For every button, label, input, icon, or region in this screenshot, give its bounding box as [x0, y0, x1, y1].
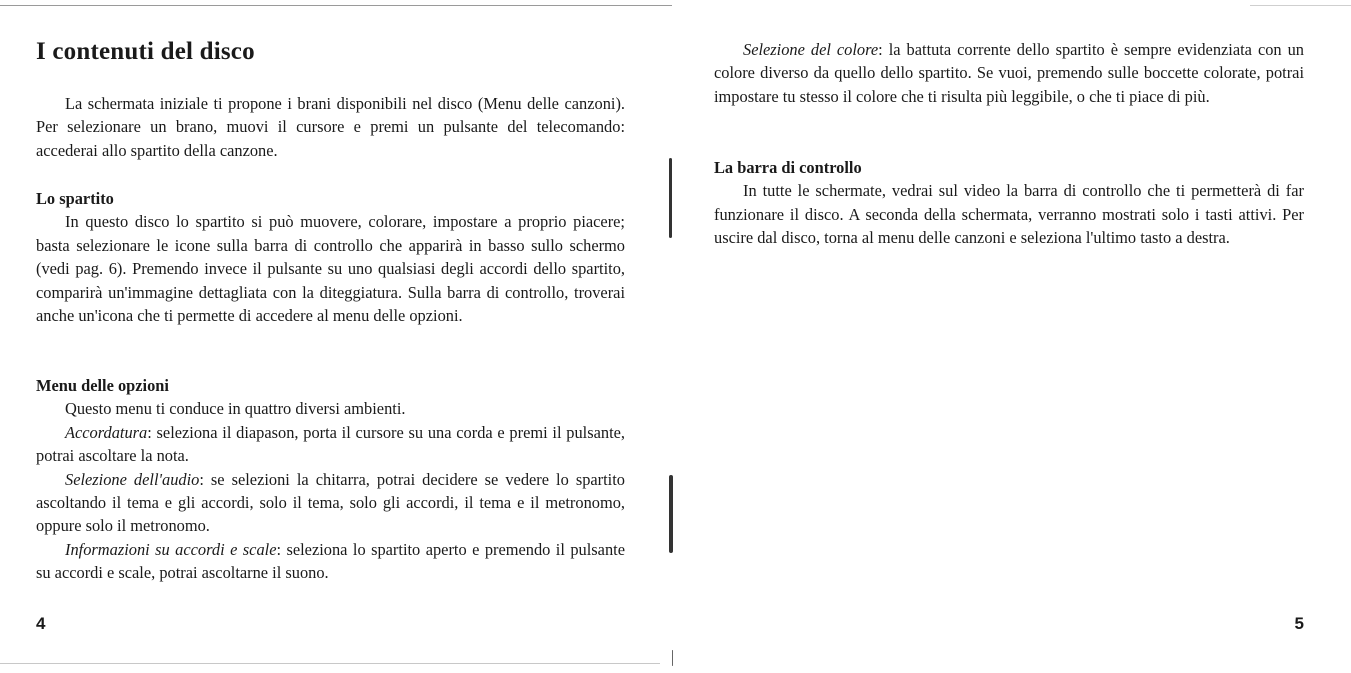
- opzioni-section: [36, 374, 625, 585]
- page-number-left: 4: [36, 614, 46, 633]
- barra-paragraph: In tutte le schermate, vedrai sul video la barra di controllo che ti permetterà di far funzionare il disco. A seconda della schermata, verranno mostrati solo i tasti attivi. Per uscire dal disco, torna al menu delle canzoni e seleziona l'ultimo tasto a destra.: [714, 181, 1304, 248]
- barra-section: [714, 156, 1304, 250]
- page-title: I contenuti del disco: [36, 38, 255, 65]
- page-number-right: 5: [1294, 614, 1304, 633]
- info-label: Informazioni su accordi e scale: [65, 539, 277, 559]
- info-text: : seleziona lo spartito aperto e premendo il pulsante su accordi e scale, potrai ascoltarne il suono.: [36, 539, 625, 583]
- accordatura-paragraph: [36, 421, 625, 468]
- barra-heading: La barra di controllo: [714, 158, 862, 177]
- colore-section: [714, 38, 1304, 108]
- spartito-section: [36, 187, 625, 327]
- colore-label: Selezione del colore: [743, 40, 879, 59]
- info-paragraph: [36, 538, 625, 585]
- left-page: [0, 0, 675, 673]
- audio-label: Selezione dell'audio: [65, 469, 200, 489]
- intro-paragraph: La schermata iniziale ti propone i brani disponibili nel disco (Menu delle canzoni). Per selezionare un brano, muovi il cursore e premi un pulsante del telecomando: accederai allo spartito della canzone.: [36, 94, 625, 160]
- colore-text: : la battuta corrente dello spartito è sempre evidenziata con un colore diverso da quello dello spartito. Se vuoi, premendo sulle boccette colorate, potrai impostare tu stesso il colore che ti risulta più leggibile, o che ti piace di più.: [714, 40, 1304, 106]
- binding-mark: [669, 475, 673, 553]
- intro-section: [36, 92, 625, 162]
- audio-text: : se selezioni la chitarra, potrai decidere se vedere lo spartito ascoltando il tema e gli accordi, solo il tema, solo gli accordi, il tema e il metronomo, oppure solo il metronomo.: [36, 469, 625, 536]
- opzioni-intro: Questo menu ti conduce in quattro diversi ambienti.: [65, 399, 406, 419]
- accordatura-label: Accordatura: [65, 422, 148, 442]
- audio-paragraph: [36, 468, 625, 538]
- spartito-paragraph: In questo disco lo spartito si può muovere, colorare, impostare a proprio piacere; basta selezionare le icone sulla barra di controllo che apparirà in basso sullo schermo (vedi pag. 6). Premendo invece il pulsante su uno qualsiasi degli accordi dello spartito, comparirà un'immagine dettagliata con la diteggiatura. Sulla barra di controllo, troverai anche un'icona che ti permette di accedere al menu delle opzioni.: [36, 212, 625, 326]
- colore-paragraph: [714, 38, 1304, 108]
- accordatura-text: : seleziona il diapason, porta il cursore su una corda e premi il pulsante, potrai ascoltare la nota.: [36, 422, 625, 466]
- binding-mark: [672, 650, 673, 666]
- right-page: [676, 0, 1351, 673]
- binding-mark: [669, 158, 672, 238]
- opzioni-heading: Menu delle opzioni: [36, 376, 169, 395]
- spartito-heading: Lo spartito: [36, 189, 114, 208]
